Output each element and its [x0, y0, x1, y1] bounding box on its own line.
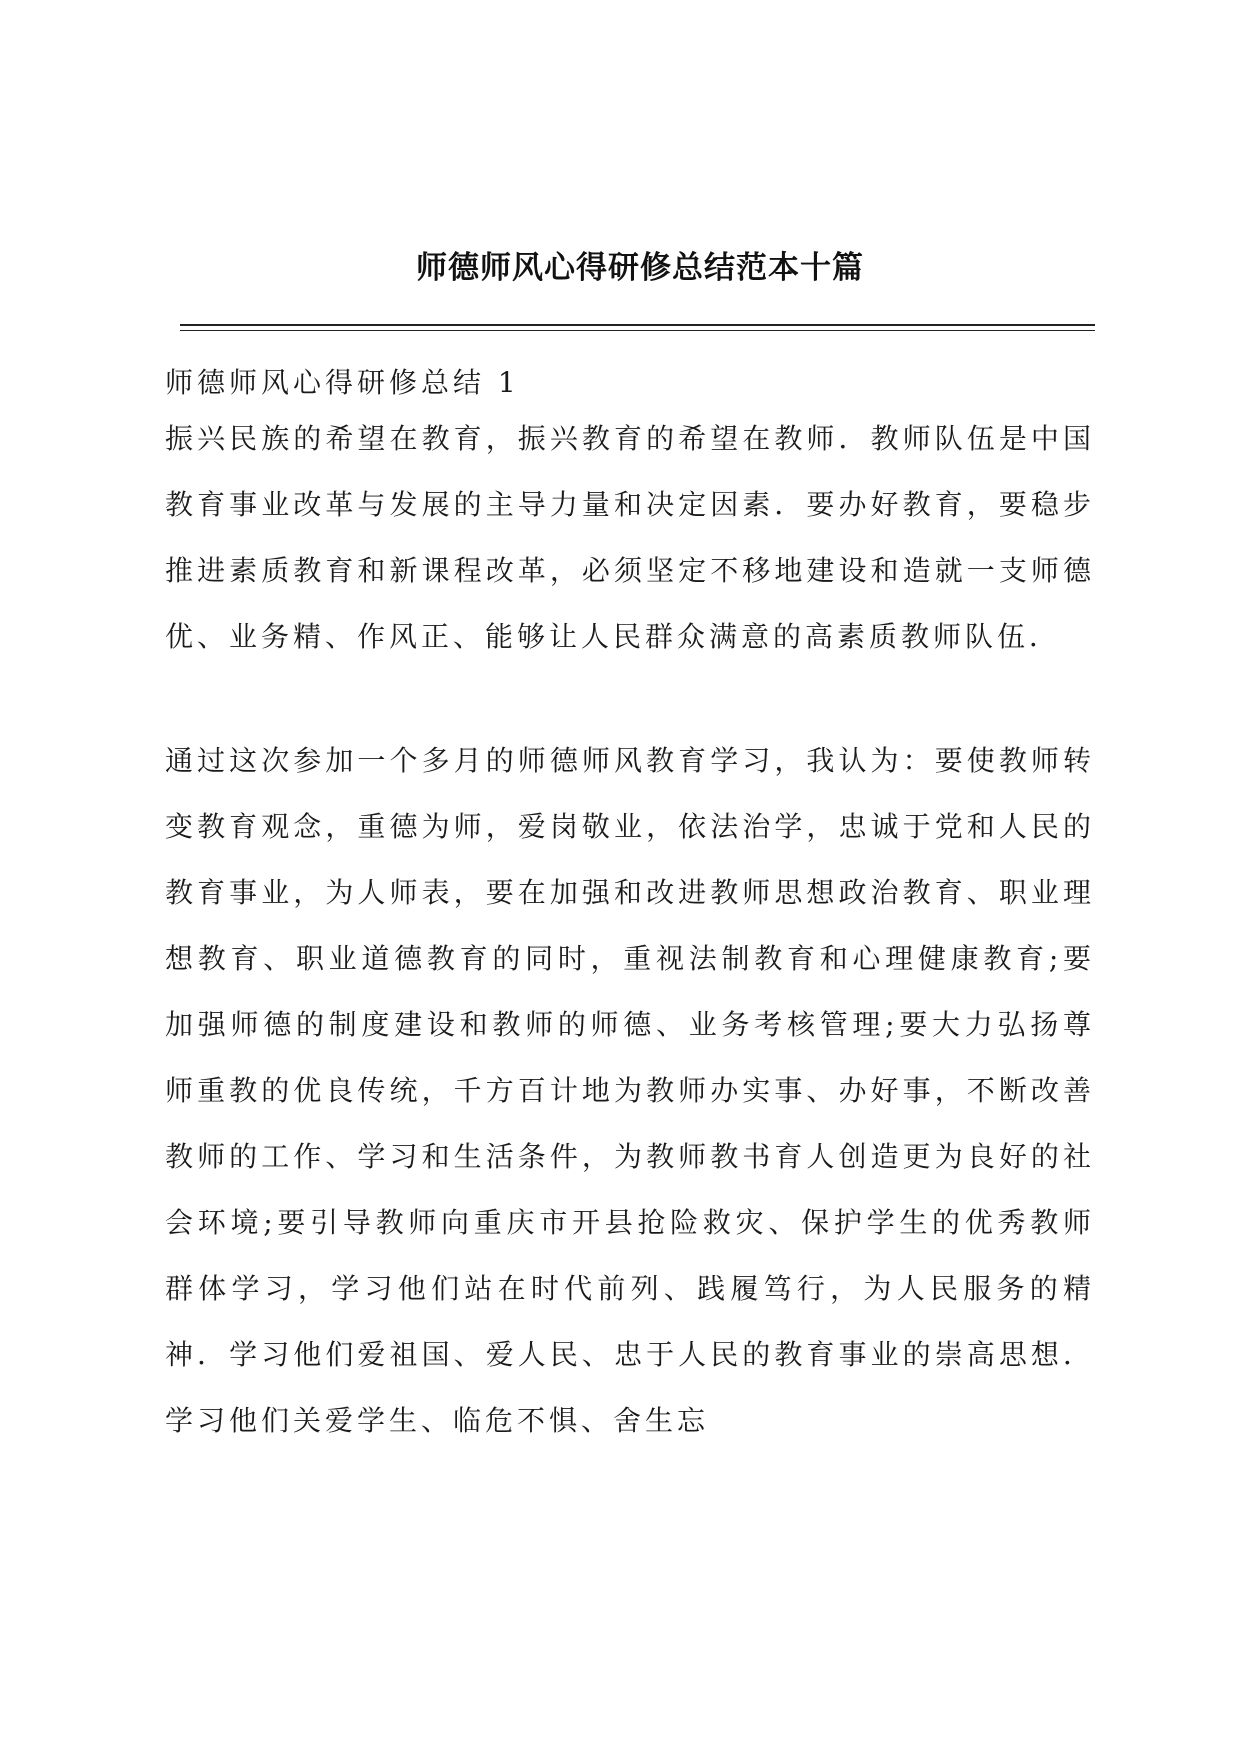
paragraph-2: 通过这次参加一个多月的师德师风教育学习，我认为：要使教师转变教育观念，重德为师，爱岗敬业，依法治学，忠诚于党和人民的教育事业，为人师表，要在加强和改进教师思想政治教育、职业理想教育、职业道德教育的同时，重视法制教育和心理健康教育;要加强师德的制度建设和教师的师德、业务考核管理;要大力弘扬尊师重教的优良传统，千方百计地为教师办实事、办好事，不断改善教师的工作、学习和生活条件，为教师教书育人创造更为良好的社会环境;要引导教师向重庆市开县抢险救灾、保护学生的优秀教师群体学习，学习他们站在时代前列、践履笃行，为人民服务的精神．学习他们爱祖国、爱人民、忠于人民的教育事业的崇高思想．学习他们关爱学生、临危不惧、舍生忘 [165, 744, 1095, 1437]
section-heading: 师德师风心得研修总结 1 [165, 366, 520, 399]
document-body [165, 360, 1095, 1454]
title-double-rule [180, 324, 1095, 331]
document-title: 师德师风心得研修总结范本十篇 [416, 250, 864, 286]
paragraph-1: 振兴民族的希望在教育，振兴教育的希望在教师．教师队伍是中国教育事业改革与发展的主导力量和决定因素．要办好教育，要稳步推进素质教育和新课程改革，必须坚定不移地建设和造就一支师德优、业务精、作风正、能够让人民群众满意的高素质教师队伍． [165, 422, 1095, 653]
